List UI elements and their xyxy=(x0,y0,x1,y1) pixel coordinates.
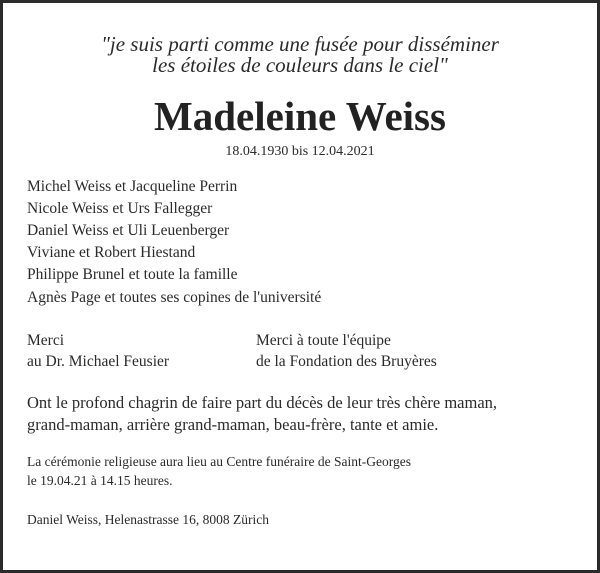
deceased-name: Madeleine Weiss xyxy=(154,93,446,139)
thanks-left-1: Merci xyxy=(27,332,65,349)
family-member: Daniel Weiss et Uli Leuenberger xyxy=(27,222,230,239)
quote-line-2: les étoiles de couleurs dans le ciel" xyxy=(152,53,448,77)
ceremony-line-2: le 19.04.21 à 14.15 heures. xyxy=(27,473,173,488)
family-member: Michel Weiss et Jacqueline Perrin xyxy=(27,178,238,195)
quote-line-1: "je suis parti comme une fusée pour disséminer xyxy=(101,32,499,56)
family-member: Viviane et Robert Hiestand xyxy=(27,244,196,261)
family-member: Nicole Weiss et Urs Fallegger xyxy=(27,200,213,217)
family-member: Agnès Page et toutes ses copines de l'université xyxy=(27,289,322,306)
obituary-card xyxy=(3,3,597,570)
announcement-line-2: grand-maman, arrière grand-maman, beau-frère, tante et amie. xyxy=(27,415,439,434)
life-dates: 18.04.1930 bis 12.04.2021 xyxy=(225,144,375,159)
family-member: Philippe Brunel et toute la famille xyxy=(27,266,238,283)
ceremony-line-1: La cérémonie religieuse aura lieu au Centre funéraire de Saint-Georges xyxy=(27,454,411,469)
announcement-line-1: Ont le profond chagrin de faire part du décès de leur très chère maman, xyxy=(27,393,498,412)
thanks-left-2: au Dr. Michael Feusier xyxy=(27,353,170,370)
thanks-right-2: de la Fondation des Bruyères xyxy=(256,353,437,370)
thanks-right-1: Merci à toute l'équipe xyxy=(256,332,391,349)
contact-address: Daniel Weiss, Helenastrasse 16, 8008 Zürich xyxy=(27,512,269,527)
